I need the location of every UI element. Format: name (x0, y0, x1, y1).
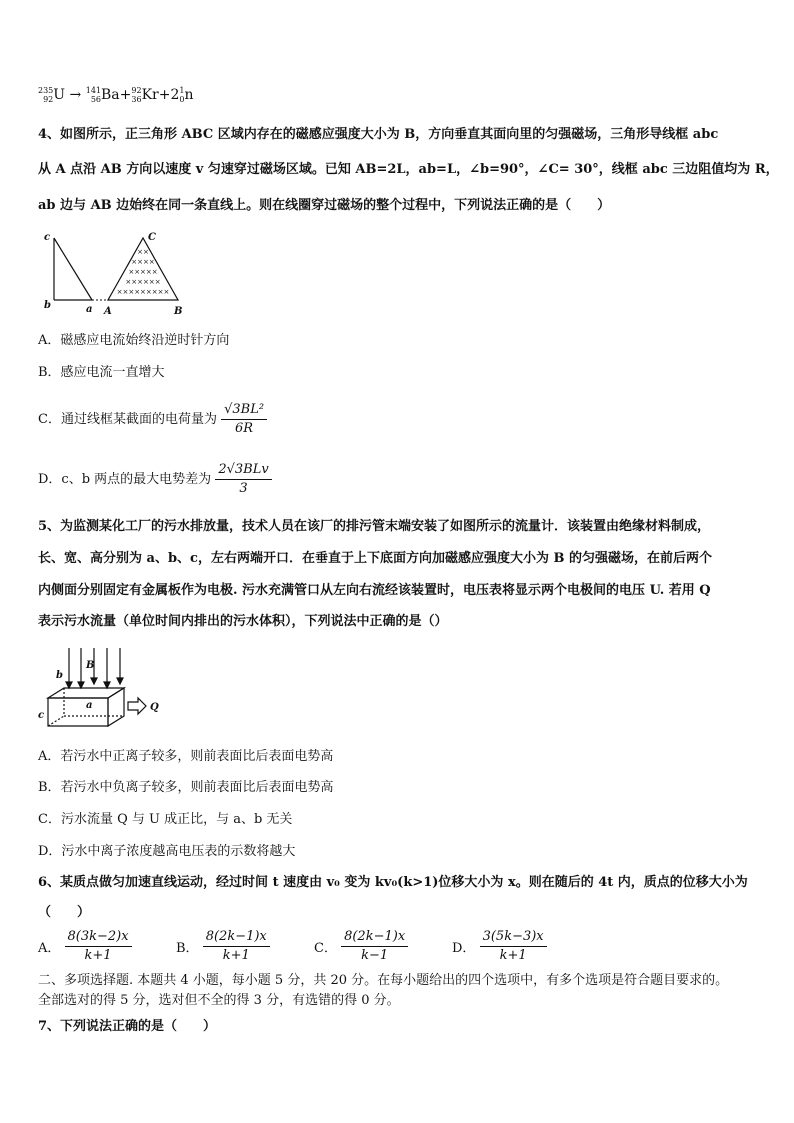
n-symbol: n (184, 87, 194, 103)
q4-option-c-denominator: 6R (235, 421, 254, 436)
field-row-1: ×× (137, 248, 149, 256)
q4-option-c-fraction (221, 401, 267, 438)
q4-option-c-numerator: √3BL² (221, 401, 267, 420)
label-B-field: B (86, 660, 95, 671)
q6-option-d (452, 928, 547, 965)
q4-stem-line-3: ab 边与 AB 边始终在同一条直线上。则在线圈穿过磁场的整个过程中，下列说法正确的是（ ） (38, 198, 611, 213)
n-number: 0 (179, 95, 185, 104)
flowmeter-box-front (48, 698, 108, 726)
q6-option-b-fraction (203, 928, 270, 965)
field-row-2: ×××× (131, 258, 155, 266)
q6-option-b-numerator: 8(2k−1)x (203, 928, 270, 947)
q6-option-c-numerator: 8(2k−1)x (341, 928, 408, 947)
q4-option-a: A．磁感应电流始终沿逆时针方向 (38, 333, 230, 348)
q7-stem-line-1: 7、下列说法正确的是（ ） (38, 1019, 217, 1034)
q6-option-a-denominator: k+1 (84, 948, 112, 963)
kr-mass: 92 (131, 86, 142, 95)
field-row-4: ×××××× (125, 278, 161, 286)
neutron-coefficient: 2 (170, 87, 180, 103)
q5-flowmeter-figure (36, 644, 186, 734)
q4-option-d-fraction (215, 461, 271, 498)
q4-figure (40, 228, 190, 318)
q6-option-d-fraction (480, 928, 547, 965)
flow-arrow (128, 698, 146, 714)
q4-stem-line-2: 从 A 点沿 AB 方向以速度 v 匀速穿过磁场区域。已知 AB=2L，ab=L，∠b=90°，∠C= 30°，线框 abc 三边阻值均为 R， (38, 162, 779, 177)
q4-option-c (38, 398, 267, 442)
q5-stem-line-2: 长、宽、高分别为 a、b、c，左右两端开口．在垂直于上下底面方向加磁感应强度大小为 B 的匀强磁场，在前后两个 (38, 551, 712, 566)
q6-option-d-numerator: 3(5k−3)x (480, 928, 547, 947)
q6-option-c (314, 928, 408, 965)
label-c: c (44, 232, 51, 243)
q6-option-b-denominator: k+1 (222, 948, 250, 963)
nuclear-equation (38, 86, 194, 104)
label-C: C (148, 232, 156, 243)
q4-option-c-text: C．通过线框某截面的电荷量为 (38, 412, 217, 427)
label-b: b (44, 300, 51, 311)
q5-stem-line-1: 5、为监测某化工厂的污水排放量，技术人员在该厂的排污管末端安装了如图所示的流量计．该装置由绝缘材料制成， (38, 519, 711, 534)
plus-sign: + (119, 87, 132, 103)
field-row-5: ××××××××× (116, 288, 170, 296)
u-symbol: U (53, 87, 66, 103)
q6-stem-line-2: （ ） (38, 905, 91, 920)
label-c-height: c (38, 710, 45, 721)
kr-symbol: Kr (141, 87, 159, 103)
q6-option-a-label: A． (38, 941, 61, 956)
flowmeter-box-side (108, 688, 124, 726)
label-b-width: b (56, 670, 63, 681)
q6-option-a-fraction (65, 928, 132, 965)
field-row-3: ××××× (128, 268, 158, 276)
q5-option-d: D．污水中离子浓度越高电压表的示数将越大 (38, 844, 296, 859)
plus-sign-2: + (158, 87, 171, 103)
q4-stem-line-1: 4、如图所示，正三角形 ABC 区域内存在的磁感应强度大小为 B，方向垂直其面向里的匀强磁场，三角形导线框 abc (38, 127, 719, 142)
q5-option-a: A．若污水中正离子较多，则前表面比后表面电势高 (38, 749, 334, 764)
flowmeter-box-top (48, 688, 124, 698)
label-A: A (104, 306, 112, 317)
q6-option-a (38, 928, 132, 965)
ba-symbol: Ba (101, 87, 120, 103)
u-number: 92 (43, 95, 54, 104)
q6-stem-line-1: 6、某质点做匀加速直线运动，经过时间 t 速度由 v₀ 变为 kv₀(k>1)位移大小为 x。则在随后的 4t 内，质点的位移大小为 (38, 875, 748, 890)
q6-option-d-label: D． (452, 941, 476, 956)
q6-option-b (176, 928, 270, 965)
q5-stem-line-3: 内侧面分别固定有金属板作为电极. 污水充满管口从左向右流经该装置时，电压表将显示两个电极间的电压 U. 若用 Q (38, 583, 711, 598)
section-2-instructions-line-1: 二、多项选择题. 本题共 4 小题，每小题 5 分，共 20 分。在每小题给出的四个选项中，有多个选项是符合题目要求的。 (38, 973, 729, 988)
q6-option-b-label: B． (176, 941, 199, 956)
q4-option-d (38, 458, 272, 502)
q5-option-c: C．污水流量 Q 与 U 成正比，与 a、b 无关 (38, 812, 293, 827)
q4-option-d-numerator: 2√3BLv (215, 461, 271, 480)
label-a-length: a (86, 700, 93, 711)
u-mass: 235 (38, 86, 54, 95)
q4-option-d-denominator: 3 (239, 481, 248, 496)
q4-option-d-text: D．c、b 两点的最大电势差为 (38, 472, 212, 487)
q6-option-a-numerator: 8(3k−2)x (65, 928, 132, 947)
label-a: a (86, 304, 93, 315)
arrow-symbol: → (69, 87, 82, 103)
q5-option-b: B．若污水中负离子较多，则前表面比后表面电势高 (38, 780, 334, 795)
ba-mass: 141 (85, 86, 102, 95)
q5-stem-line-4: 表示污水流量（单位时间内排出的污水体积），下列说法中正确的是（） (38, 614, 448, 629)
q6-option-d-denominator: k+1 (499, 948, 527, 963)
section-2-instructions-line-2: 全部选对的得 5 分，选对但不全的得 3 分，有选错的得 0 分。 (38, 993, 400, 1008)
ba-number: 56 (90, 95, 102, 104)
n-mass: 1 (179, 86, 185, 95)
q6-option-c-label: C． (314, 941, 337, 956)
label-Q-flow: Q (150, 702, 159, 713)
q4-option-b: B．感应电流一直增大 (38, 365, 165, 380)
kr-number: 36 (131, 95, 142, 104)
wire-frame-triangle (54, 238, 92, 300)
q6-option-c-fraction (341, 928, 408, 965)
label-B: B (174, 306, 183, 317)
q6-option-c-denominator: k−1 (361, 948, 389, 963)
